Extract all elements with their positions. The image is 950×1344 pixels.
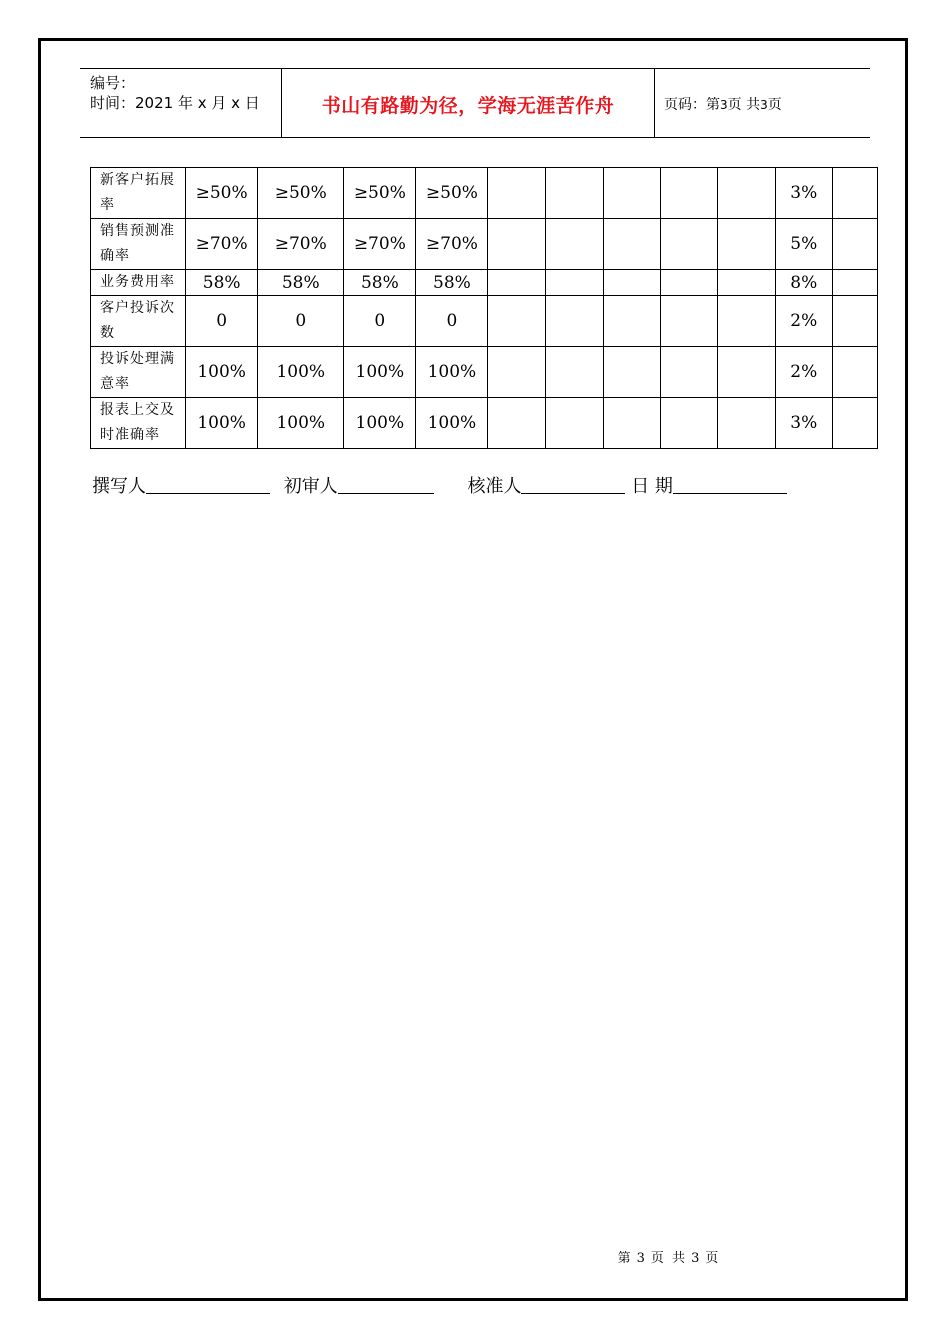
target-cell: 0 [186, 296, 258, 347]
date-label: 日 期 [631, 476, 673, 497]
target-cell: 0 [416, 296, 488, 347]
empty-cell[interactable] [603, 398, 660, 449]
empty-cell[interactable] [603, 219, 660, 270]
empty-cell[interactable] [717, 168, 775, 219]
empty-cell[interactable] [603, 296, 660, 347]
target-cell: ≥70% [258, 219, 344, 270]
target-cell: ≥70% [344, 219, 416, 270]
target-cell: ≥50% [186, 168, 258, 219]
weight-cell: 8% [775, 270, 832, 296]
table-row [91, 270, 878, 296]
footer-page-number: 第 3 页 共 3 页 [617, 1251, 721, 1266]
empty-cell[interactable] [660, 347, 717, 398]
reviewer-label: 初审人 [283, 476, 338, 497]
metric-label: 报表上交及时准确率 [91, 398, 186, 449]
weight-cell: 2% [775, 347, 832, 398]
table-row [91, 398, 878, 449]
metric-label: 客户投诉次数 [91, 296, 186, 347]
metric-label: 销售预测准确率 [91, 219, 186, 270]
weight-cell: 3% [775, 398, 832, 449]
empty-cell[interactable] [488, 398, 545, 449]
empty-cell[interactable] [717, 219, 775, 270]
target-cell: 0 [258, 296, 344, 347]
reviewer-blank[interactable] [338, 475, 434, 494]
target-cell: 58% [186, 270, 258, 296]
empty-cell[interactable] [545, 168, 603, 219]
empty-cell[interactable] [717, 296, 775, 347]
empty-cell[interactable] [488, 219, 545, 270]
table-row [91, 347, 878, 398]
empty-cell[interactable] [545, 398, 603, 449]
header-meta [90, 73, 260, 113]
weight-cell: 3% [775, 168, 832, 219]
empty-cell[interactable] [832, 347, 877, 398]
empty-cell[interactable] [545, 347, 603, 398]
header-motto: 书山有路勤为径，学海无涯苦作舟 [321, 95, 615, 117]
target-cell: 58% [344, 270, 416, 296]
empty-cell[interactable] [832, 168, 877, 219]
target-cell: 100% [186, 398, 258, 449]
empty-cell[interactable] [832, 296, 877, 347]
empty-cell[interactable] [660, 168, 717, 219]
empty-cell[interactable] [717, 398, 775, 449]
metric-label: 新客户拓展率 [91, 168, 186, 219]
empty-cell[interactable] [545, 296, 603, 347]
empty-cell[interactable] [832, 219, 877, 270]
header-divider [654, 69, 655, 137]
empty-cell[interactable] [660, 398, 717, 449]
number-label: 编号： [90, 74, 136, 92]
table-row [91, 219, 878, 270]
target-cell: 0 [344, 296, 416, 347]
target-cell: 100% [416, 347, 488, 398]
empty-cell[interactable] [660, 219, 717, 270]
table-row [91, 296, 878, 347]
writer-blank[interactable] [146, 475, 270, 494]
empty-cell[interactable] [488, 347, 545, 398]
empty-cell[interactable] [488, 168, 545, 219]
empty-cell[interactable] [660, 270, 717, 296]
table-row [91, 168, 878, 219]
empty-cell[interactable] [603, 347, 660, 398]
metric-label: 业务费用率 [91, 270, 186, 296]
weight-cell: 2% [775, 296, 832, 347]
metric-label: 投诉处理满意率 [91, 347, 186, 398]
weight-cell: 5% [775, 219, 832, 270]
target-cell: 100% [344, 398, 416, 449]
time-label: 时间：2021 年 x 月 x 日 [90, 94, 260, 112]
approver-label: 核准人 [467, 476, 522, 497]
empty-cell[interactable] [488, 270, 545, 296]
target-cell: ≥70% [416, 219, 488, 270]
target-cell: ≥70% [186, 219, 258, 270]
kpi-table [90, 167, 878, 449]
empty-cell[interactable] [488, 296, 545, 347]
target-cell: ≥50% [344, 168, 416, 219]
target-cell: 100% [258, 398, 344, 449]
signature-line [92, 472, 787, 498]
date-blank[interactable] [673, 475, 787, 494]
target-cell: 58% [416, 270, 488, 296]
writer-label: 撰写人 [92, 476, 146, 497]
target-cell: 100% [258, 347, 344, 398]
approver-blank[interactable] [521, 475, 625, 494]
target-cell: ≥50% [258, 168, 344, 219]
empty-cell[interactable] [717, 347, 775, 398]
target-cell: 100% [186, 347, 258, 398]
empty-cell[interactable] [717, 270, 775, 296]
target-cell: 100% [344, 347, 416, 398]
target-cell: 100% [416, 398, 488, 449]
empty-cell[interactable] [832, 398, 877, 449]
header-page-number: 页码：第3页 共3页 [664, 97, 782, 113]
empty-cell[interactable] [545, 270, 603, 296]
empty-cell[interactable] [832, 270, 877, 296]
empty-cell[interactable] [545, 219, 603, 270]
page-header [80, 68, 870, 138]
target-cell: ≥50% [416, 168, 488, 219]
empty-cell[interactable] [603, 270, 660, 296]
empty-cell[interactable] [660, 296, 717, 347]
empty-cell[interactable] [603, 168, 660, 219]
target-cell: 58% [258, 270, 344, 296]
